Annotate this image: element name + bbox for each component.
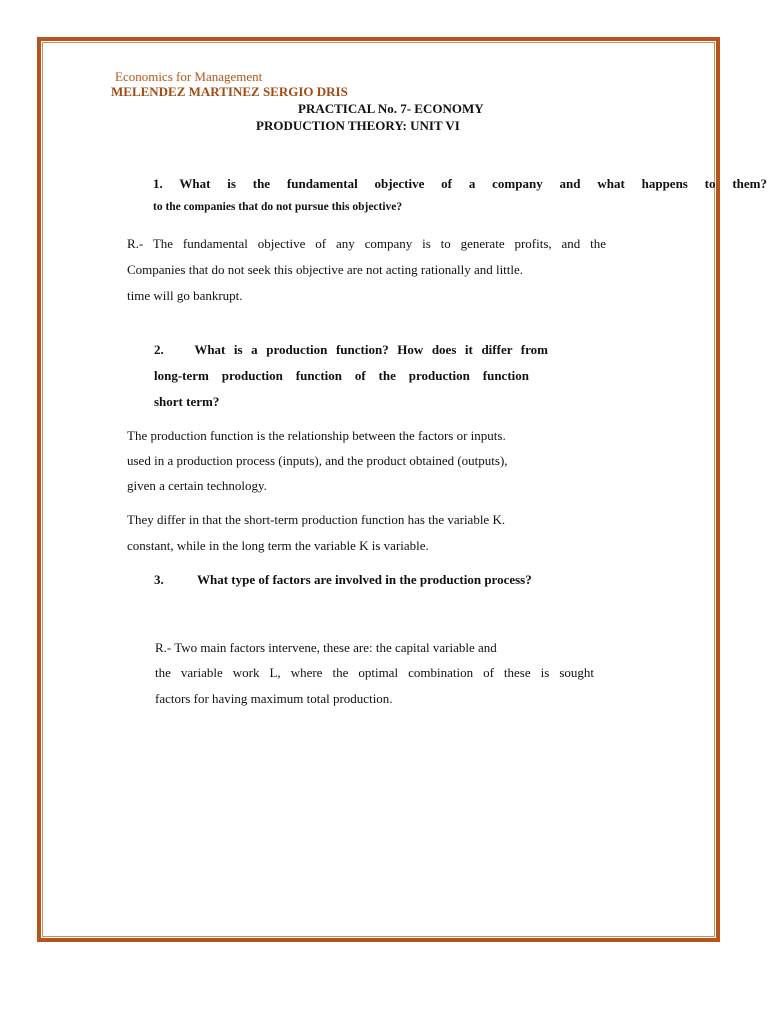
answer-2-line-3: given a certain technology.: [127, 478, 267, 493]
author-name: MELENDEZ MARTINEZ SERGIO DRIS: [111, 84, 348, 99]
question-2-line-1: [154, 337, 548, 363]
answer-2b-line-2: constant, while in the long term the variable K is variable.: [127, 538, 429, 553]
question-3-text: What type of factors are involved in the production process?: [197, 572, 532, 587]
question-1-text: What is the fundamental objective of a company and what happens to them?: [179, 176, 768, 191]
question-2-number: 2.: [154, 342, 164, 357]
question-2-line-3: short term?: [154, 394, 220, 409]
answer-3-line-2: the variable work L, where the optimal combination of these is sought: [155, 665, 594, 680]
answer-3-line-1: R.- Two main factors intervene, these are: the capital variable and: [155, 640, 497, 655]
answer-3-line-3: factors for having maximum total production.: [155, 691, 393, 706]
answer-1-line-2: Companies that do not seek this objective are not acting rationally and little.: [127, 262, 524, 277]
question-1-number: 1.: [153, 176, 163, 191]
question-3-number: 3.: [154, 572, 164, 587]
question-3: [154, 567, 532, 593]
question-2-line-2: long-term production function of the production function: [154, 368, 529, 383]
document-title: PRACTICAL No. 7- ECONOMY: [298, 101, 484, 116]
answer-2b-line-1: They differ in that the short-term production function has the variable K.: [127, 512, 506, 527]
answer-1-line-3: time will go bankrupt.: [127, 288, 243, 303]
document-subtitle: PRODUCTION THEORY: UNIT VI: [256, 118, 460, 133]
answer-1-line-1: R.- The fundamental objective of any company is to generate profits, and the: [127, 236, 606, 251]
question-1-line-2: to the companies that do not pursue this objective?: [153, 201, 403, 213]
question-1-line-1: [153, 171, 767, 197]
answer-2-line-2: used in a production process (inputs), and the product obtained (outputs),: [127, 453, 508, 468]
course-name: Economics for Management: [115, 69, 263, 84]
question-2-text: What is a production function? How does it differ from: [194, 342, 548, 357]
answer-2-line-1: The production function is the relationship between the factors or inputs.: [127, 428, 506, 443]
